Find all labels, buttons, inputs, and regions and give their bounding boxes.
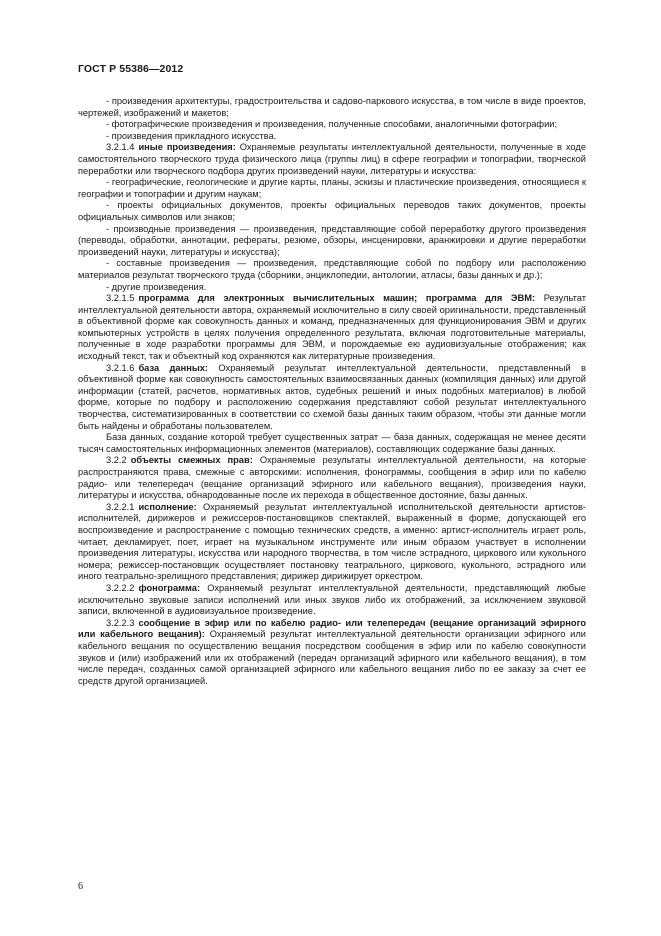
- paragraph-15: [78, 583, 586, 618]
- paragraph-6: [78, 200, 586, 223]
- paragraph-text: Охраняемый результат интеллектуальной деятельности организации эфирного или кабельного вещания по осуществлению вещания посредством сообщения в эфир или по кабелю совокупности звуков и (или) изображений или их отображений (передач организаций эфирного или кабельного вещания), в том числе передач, созданных самой организацией эфирного или кабельного вещания либо по ее заказу за счет ее средств другой организацией.: [78, 629, 586, 686]
- document-body: [78, 96, 586, 687]
- paragraph-text: - географические, геологические и другие карты, планы, эскизы и пластические произведения, относящиеся к географии и топографии и другим наукам;: [78, 177, 586, 199]
- term-title: исполнение:: [138, 501, 197, 512]
- paragraph-3: [78, 131, 586, 143]
- paragraph-13: [78, 455, 586, 501]
- paragraph-9: [78, 282, 586, 294]
- paragraph-4: [78, 142, 586, 177]
- paragraph-text: - другие произведения.: [106, 281, 207, 292]
- paragraph-8: [78, 258, 586, 281]
- paragraph-text: - проекты официальных документов, проекты официальных переводов таких документов, проекты официальных символов или знаков;: [78, 200, 586, 222]
- paragraph-text: - фотографические произведения и произведения, полученные способами, аналогичными фотографии;: [106, 119, 558, 130]
- clause-number: 3.2.1.4: [106, 142, 135, 153]
- clause-number: 3.2.2.2: [106, 582, 135, 593]
- paragraph-text: Охраняемый результат интеллектуальной исполнительской деятельности артистов-исполнителей, дирижеров и режиссеров-постановщиков спектаклей, выраженный в форме, допускающей его воспроизведение и распространение с помощью технических средств, а именно: артист-исполнитель играет роль, читает, декламирует, поет, играет на музыкальном инструменте или иным образом участвует в исполнении произведения литературы, искусства или народного творчества, в том числе эстрадного, циркового или кукольного номера; режиссер-постановщик осуществляет постановку театрального, циркового, кукольного, эстрадного или иного театрально-зрелищного представления; дирижер дирижирует оркестром.: [78, 501, 586, 582]
- paragraph-12: [78, 432, 586, 455]
- term-title: иные произведения:: [138, 142, 236, 153]
- term-title: фонограмма:: [138, 582, 201, 593]
- clause-number: 3.2.1.6: [106, 362, 135, 373]
- paragraph-text: - производные произведения — произведения, представляющие собой переработку другого произведения (переводы, обработки, аннотации, рефераты, резюме, обзоры, инсценировки, аранжировки и другие переработки произведений науки, литературы и искусства);: [78, 223, 586, 257]
- paragraph-7: [78, 224, 586, 259]
- clause-number: 3.2.2: [106, 455, 127, 466]
- paragraph-text: - произведения прикладного искусства.: [106, 130, 277, 141]
- term-title: программа для электронных вычислительных машин; программа для ЭВМ:: [138, 293, 536, 304]
- term-title: сообщение в эфир или по кабелю радио- или телепередач (вещание организаций эфирного или кабельного вещания):: [78, 617, 586, 640]
- document-header: ГОСТ Р 55386—2012: [78, 63, 184, 75]
- term-title: база данных:: [138, 362, 209, 373]
- paragraph-text: - произведения архитектуры, градостроительства и садово-паркового искусства, в том числе в виде проектов, чертежей, изображений и макетов;: [78, 96, 586, 118]
- paragraph-1: [78, 96, 586, 119]
- paragraph-14: [78, 502, 586, 583]
- paragraph-16: [78, 618, 586, 688]
- paragraph-10: [78, 293, 586, 363]
- paragraph-text: Охраняемый результат интеллектуальной деятельности, представляющий любые исключительно звуковые записи исполнений или иных звуков либо их отображений, за исключением звуковой записи, включенной в аудиовизуальное произведение.: [78, 582, 586, 617]
- paragraph-text: Охраняемые результаты интеллектуальной деятельности, на которые распространяются права, смежные с авторскими: исполнения, фонограммы, сообщения в эфир или по кабелю радио- или телепередач (вещание организаций эфирного или кабельного вещания), произведения науки, литературы и искусства, обнародованные после их перехода в общественное достояние, базы данных.: [78, 455, 586, 501]
- paragraph-5: [78, 177, 586, 200]
- paragraph-text: Охраняемые результаты интеллектуальной деятельности, полученные в ходе самостоятельного творческого труда физического лица (группы лиц) в сфере географии и топографии, творческой переработки или творческого подбора других произведений науки, литературы и искусства:: [78, 142, 586, 176]
- term-title: объекты смежных прав:: [130, 455, 253, 466]
- clause-number: 3.2.2.1: [106, 501, 135, 512]
- paragraph-2: [78, 119, 586, 131]
- clause-number: 3.2.2.3: [106, 617, 135, 628]
- paragraph-text: База данных, создание которой требует существенных затрат — база данных, содержащая не менее десяти тысяч самостоятельных информационных элементов (материалов), составляющих содержание базы данных.: [78, 432, 586, 454]
- paragraph-text: Охраняемый результат интеллектуальной деятельности, представленный в объективной форме как совокупность самостоятельных взаимосвязанных данных (компиляция данных) или другой информации (статей, расчетов, нормативных актов, судебных решений и иных подобных материалов) в любой форме, которые по подбору и расположению содержания представляют собой результат интеллектуального творчества, систематизированных в соответствии со схемой базы данных таким образом, чтобы эти данные могли быть найдены и обработаны пользователем.: [78, 362, 586, 431]
- paragraph-11: [78, 363, 586, 433]
- paragraph-text: - составные произведения — произведения, представляющие собой по подбору или расположению материалов результат творческого труда (сборники, энциклопедии, антологии, атласы, базы данных и др.);: [78, 258, 586, 280]
- clause-number: 3.2.1.5: [106, 293, 135, 304]
- paragraph-text: Результат интеллектуальной деятельности автора, охраняемый исключительно в силу своей оригинальности, представленный в объективной форме как совокупность данных и команд, предназначенных для функционирования ЭВМ и других компьютерных устройств в целях получения определенного результата, включая подготовительные материалы, полученные в ходе разработки программы для ЭВМ, и порождаемые ею аудиовизуальные отображения; как исходный текст, так и объектный код охраняются как литературные произведения.: [78, 293, 586, 362]
- page-number: 6: [78, 881, 83, 892]
